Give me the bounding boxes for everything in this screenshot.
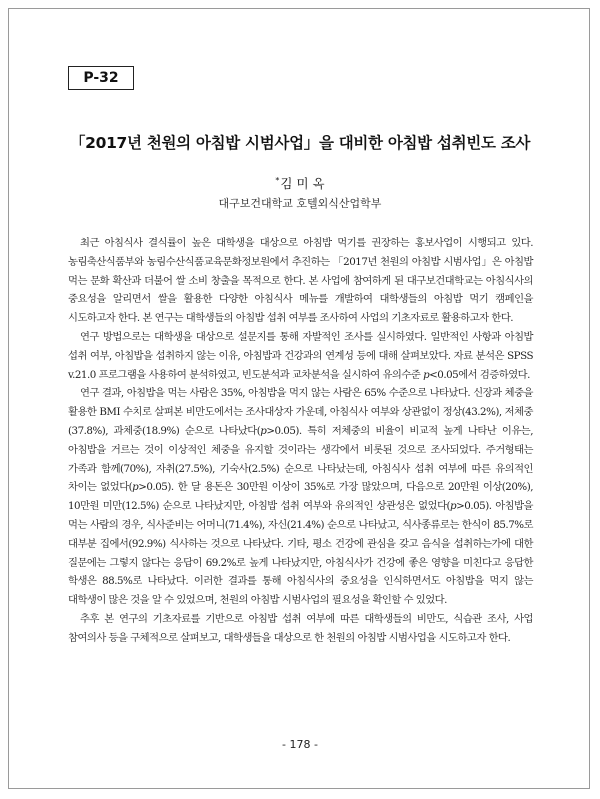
poster-id-badge: P-32 bbox=[68, 66, 134, 90]
author-name: 김 미 옥 bbox=[280, 176, 325, 191]
page-number: - 178 - bbox=[282, 738, 318, 751]
abstract-paragraph-background: 최근 아침식사 결식률이 높은 대학생을 대상으로 아침밥 먹기를 권장하는 홍보사업이 시행되고 있다. 농림축산식품부와 농림수산식품교육문화정보원에서 추진하는 「2017년 천원의 아침밥 시범사업」은 아침밥 먹는 문화 확산과 더불어 쌀 소비 창출을 목적으로 한다. 본 사업에 참여하게 된 대구보건대학교는 아침식사의 중요성을 알리면서 쌀을 활용한 다양한 아침식사 메뉴를 개발하여 대학생들의 아침밥 먹기 캠페인을 시도하고자 한다. 본 연구는 대학생들의 아침밥 섭취 여부를 조사하여 사업의 기초자료로 활용하고자 한다. bbox=[68, 237, 533, 325]
abstract-paragraph-conclusion: 추후 본 연구의 기초자료를 기반으로 아침밥 섭취 여부에 따른 대학생들의 비만도, 식습관 조사, 사업 참여의사 등을 구체적으로 살펴보고, 대학생들을 대상으로 한 천원의 아침밥 시범사업을 시도하고자 한다. bbox=[68, 612, 533, 644]
paper-title: 「2017년 천원의 아침밥 시범사업」을 대비한 아침밥 섭취빈도 조사 bbox=[69, 134, 531, 152]
abstract-paragraph-results: 연구 결과, 아침밥을 먹는 사람은 35%, 아침밥을 먹지 않는 사람은 65% 수준으로 나타났다. 신장과 체중을 활용한 BMI 수치로 살펴본 비만도에서는 조사대상자 가운데, 아침식사 여부와 상관없이 정상(43.2%), 저체중(37.8%), 과체중(18.9%) 순으로 나타났다(p>0.05). 특히 저체중의 비율이 비교적 높게 나타난 이유는, 아침밥을 거르는 것이 이상적인 체중을 유지할 것이라는 생각에서 비롯된 것으로 조사되었다. 주거형태는 가족과 함께(70%), 자취(27.5%), 기숙사(2.5%) 순으로 나타났는데, 아침식사 섭취 여부에 따른 유의적인 차이는 없었다(p>0.05). 한 달 용돈은 30만원 이상이 35%로 가장 많았으며, 다음으로 20만원 이상(20%), 10만원 미만(12.5%) 순으로 나타났지만, 아침밥 섭취 여부와 유의적인 상관성은 없었다(p>0.05). 아침밥을 먹는 사람의 경우, 식사준비는 어머니(71.4%), 자신(21.4%) 순으로 나타났고, 식사종류로는 한식이 85.7%로 대부분 집에서(92.9%) 식사하는 것으로 나타났다. 기타, 평소 건강에 관심을 갖고 음식을 섭취하는가에 대한 질문에는 그렇지 않다는 응답이 69.2%로 높게 나타났지만, 아침식사가 건강에 좋은 영향을 미친다고 응답한 학생은 88.5%로 나타났다. 이러한 결과를 통해 아침식사의 중요성을 인식하면서도 아침밥을 먹지 않는 대학생이 많은 것을 알 수 있었으며, 천원의 아침밥 시범사업의 필요성을 확인할 수 있었다. bbox=[68, 387, 533, 607]
abstract-paragraph-methods: 연구 방법으로는 대학생을 대상으로 설문지를 통해 자발적인 조사를 실시하였다. 일반적인 사항과 아침밥 섭취 여부, 아침밥을 섭취하지 않는 이유, 아침밥과 건강과의 연계성 등에 대해 살펴보았다. 자료 분석은 SPSS v.21.0 프로그램을 사용하여 분석하였고, 빈도분석과 교차분석을 실시하여 유의수준 p<0.05에서 검증하였다. bbox=[68, 330, 533, 381]
abstract-body bbox=[68, 234, 533, 648]
author-affiliation: 대구보건대학교 호텔외식산업학부 bbox=[218, 197, 382, 210]
author-line bbox=[0, 174, 600, 192]
corresponding-author-marker: * bbox=[275, 175, 280, 185]
